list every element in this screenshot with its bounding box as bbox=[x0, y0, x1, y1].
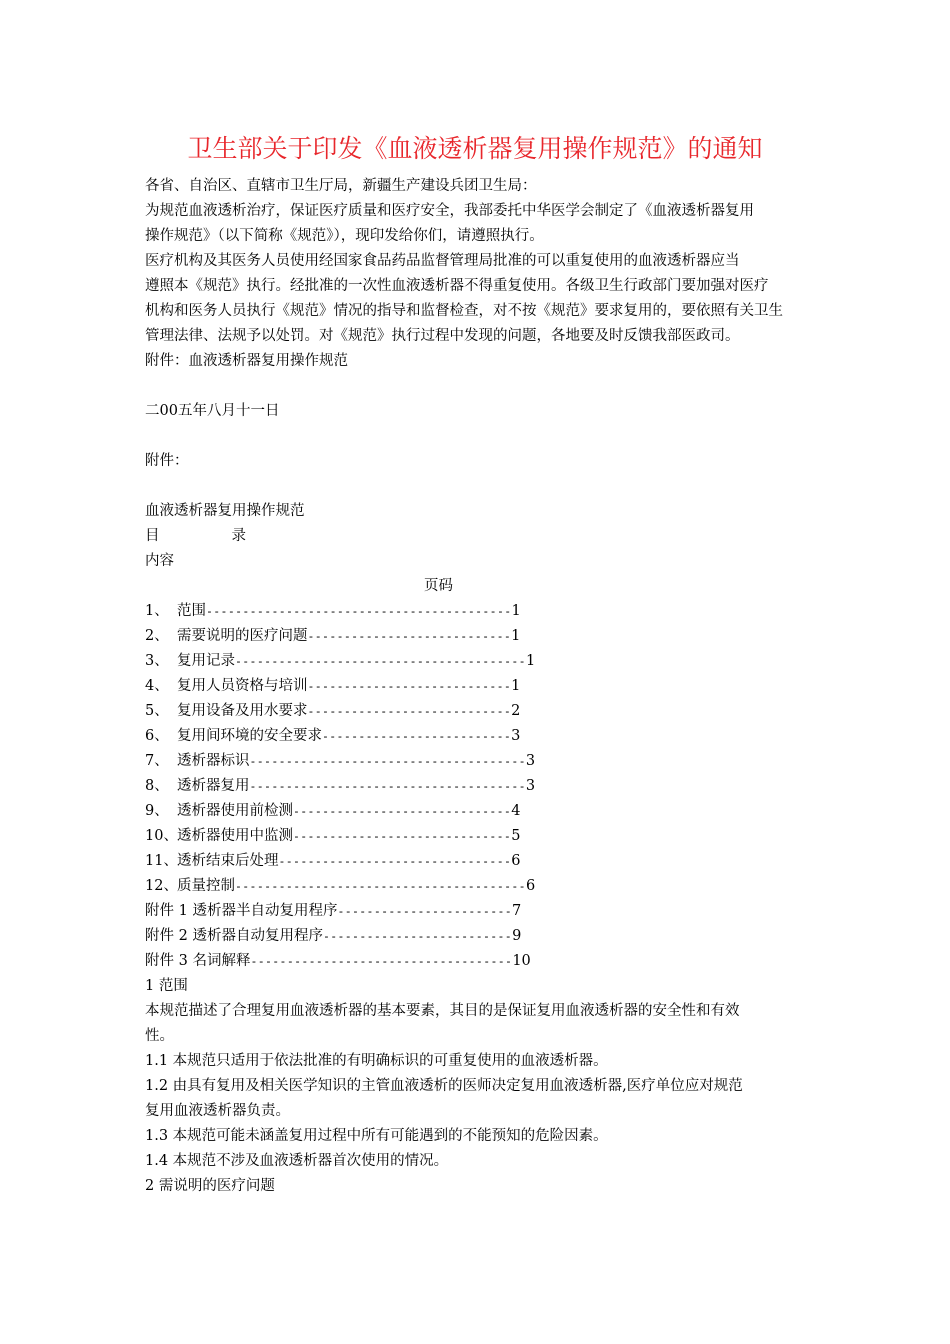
toc-item-page: 7 bbox=[512, 903, 522, 919]
clause-item: 复用血液透析器负责。 bbox=[145, 1103, 290, 1119]
toc-item-page: 5 bbox=[511, 828, 521, 844]
toc-item bbox=[145, 701, 520, 721]
toc-item bbox=[145, 651, 535, 671]
toc-item-label: 透析结束后处理 bbox=[177, 853, 279, 869]
toc-heading-right: 录 bbox=[231, 528, 246, 544]
toc-item-number: 5、 bbox=[145, 703, 169, 719]
toc-item-label: 附件 2 透析器自动复用程序 bbox=[145, 928, 323, 944]
attachment-line: 附件：血液透析器复用操作规范 bbox=[145, 353, 348, 369]
toc-item-label: 复用设备及用水要求 bbox=[177, 703, 308, 719]
toc-item-page: 2 bbox=[511, 703, 521, 719]
toc-item bbox=[145, 826, 520, 846]
toc-item bbox=[145, 901, 521, 921]
toc-item bbox=[145, 751, 535, 771]
toc-item-page: 3 bbox=[525, 753, 536, 769]
toc-item-label: 透析器使用中监测 bbox=[177, 828, 293, 844]
toc-item-label: 附件 1 透析器半自动复用程序 bbox=[145, 903, 338, 919]
toc-item-label: 需要说明的医疗问题 bbox=[177, 628, 308, 644]
toc-item bbox=[145, 626, 520, 646]
toc-heading bbox=[145, 526, 246, 546]
toc-item-number: 3、 bbox=[145, 653, 169, 669]
toc-item-page: 1 bbox=[525, 653, 536, 669]
toc-item-leader: ---------------------------- bbox=[307, 629, 512, 643]
toc-item-page: 3 bbox=[525, 778, 536, 794]
paragraph-line: 操作规范》（以下简称《规范》），现印发给你们，请遵照执行。 bbox=[145, 228, 544, 244]
toc-item bbox=[145, 876, 535, 896]
toc-item-leader: ---------------------------- bbox=[307, 704, 512, 718]
toc-item bbox=[145, 676, 520, 696]
toc-item-number: 4、 bbox=[145, 678, 169, 694]
toc-item-leader: -------------------------------- bbox=[278, 854, 512, 868]
toc-item-number: 1、 bbox=[145, 603, 169, 619]
paragraph-line: 为规范血液透析治疗，保证医疗质量和医疗安全，我部委托中华医学会制定了《血液透析器复用 bbox=[145, 203, 754, 219]
paragraph-line: 机构和医务人员执行《规范》情况的指导和监督检查，对不按《规范》要求复用的，要依照有关卫生 bbox=[145, 303, 783, 319]
toc-item bbox=[145, 601, 521, 621]
paragraph-line: 医疗机构及其医务人员使用经国家食品药品监督管理局批准的可以重复使用的血液透析器应当 bbox=[145, 253, 740, 269]
document-title: 卫生部关于印发《血液透析器复用操作规范》的通知 bbox=[187, 134, 763, 163]
clause-item: 1.1 本规范只适用于依法批准的有明确标识的可重复使用的血液透析器。 bbox=[145, 1053, 608, 1069]
clause-item: 1.2 由具有复用及相关医学知识的主管血液透析的医师决定复用血液透析器,医疗单位应对规范 bbox=[145, 1078, 743, 1094]
section-heading: 1 范围 bbox=[145, 978, 188, 994]
toc-item-leader: ------------------------------------------ bbox=[206, 604, 512, 618]
toc-item-label: 透析器使用前检测 bbox=[177, 803, 293, 819]
toc-item-number: 11、 bbox=[145, 853, 178, 869]
toc-item-leader: ---------------------------------------- bbox=[235, 654, 526, 668]
toc-item-label: 附件 3 名词解释 bbox=[145, 953, 251, 969]
toc-item-page: 10 bbox=[512, 953, 531, 969]
paragraph-line: 性。 bbox=[145, 1028, 174, 1044]
toc-item-number: 2、 bbox=[145, 628, 169, 644]
toc-item-page: 4 bbox=[511, 803, 521, 819]
toc-item-leader: ---------------------------------------- bbox=[235, 879, 526, 893]
toc-item-number: 9、 bbox=[145, 803, 169, 819]
toc-item bbox=[145, 951, 531, 971]
toc-item-leader: -------------------------------------- bbox=[249, 779, 526, 793]
toc-item bbox=[145, 776, 535, 796]
toc-item-number: 8、 bbox=[145, 778, 169, 794]
toc-item-label: 复用记录 bbox=[177, 653, 235, 669]
toc-item-number: 7、 bbox=[145, 753, 169, 769]
toc-item-label: 透析器复用 bbox=[177, 778, 250, 794]
toc-item-label: 复用间环境的安全要求 bbox=[177, 728, 322, 744]
spec-title: 血液透析器复用操作规范 bbox=[145, 503, 305, 519]
clause-item: 1.3 本规范可能未涵盖复用过程中所有可能遇到的不能预知的危险因素。 bbox=[145, 1128, 608, 1144]
toc-item-number: 12、 bbox=[145, 878, 178, 894]
salutation: 各省、自治区、直辖市卫生厅局，新疆生产建设兵团卫生局： bbox=[145, 178, 537, 194]
toc-item-label: 质量控制 bbox=[177, 878, 235, 894]
toc-item-label: 透析器标识 bbox=[177, 753, 250, 769]
toc-column-content: 内容 bbox=[145, 553, 174, 569]
toc-item bbox=[145, 801, 520, 821]
toc-item bbox=[145, 926, 521, 946]
toc-item-page: 9 bbox=[512, 928, 522, 944]
toc-item-leader: ------------------------ bbox=[337, 904, 513, 918]
toc-item-leader: -------------------------- bbox=[322, 929, 513, 943]
toc-item-label: 复用人员资格与培训 bbox=[177, 678, 308, 694]
toc-item-leader: ------------------------------------ bbox=[250, 954, 513, 968]
toc-item-number: 10、 bbox=[145, 828, 178, 844]
toc-item-page: 6 bbox=[525, 878, 536, 894]
toc-item-page: 6 bbox=[511, 853, 521, 869]
toc-item bbox=[145, 726, 520, 746]
toc-item bbox=[145, 851, 521, 871]
toc-item-label: 范围 bbox=[177, 603, 206, 619]
toc-item-number: 6、 bbox=[145, 728, 169, 744]
toc-column-page: 页码 bbox=[424, 578, 453, 594]
paragraph-line: 遵照本《规范》执行。经批准的一次性血液透析器不得重复使用。各级卫生行政部门要加强对医疗 bbox=[145, 278, 769, 294]
toc-item-page: 1 bbox=[511, 628, 521, 644]
clause-item: 1.4 本规范不涉及血液透析器首次使用的情况。 bbox=[145, 1153, 449, 1169]
paragraph-line: 本规范描述了合理复用血液透析器的基本要素，其目的是保证复用血液透析器的安全性和有效 bbox=[145, 1003, 740, 1019]
toc-item-leader: ---------------------------- bbox=[307, 679, 512, 693]
toc-item-leader: ------------------------------ bbox=[293, 804, 512, 818]
issue-date: 二00五年八月十一日 bbox=[145, 403, 280, 419]
toc-item-leader: ------------------------------ bbox=[293, 829, 512, 843]
toc-heading-left: 目 bbox=[145, 528, 160, 544]
section-heading: 2 需说明的医疗问题 bbox=[145, 1178, 275, 1194]
toc-item-page: 1 bbox=[511, 678, 521, 694]
attachment-heading: 附件： bbox=[145, 453, 189, 469]
paragraph-line: 管理法律、法规予以处罚。对《规范》执行过程中发现的问题，各地要及时反馈我部医政司。 bbox=[145, 328, 740, 344]
toc-item-page: 3 bbox=[511, 728, 521, 744]
toc-item-leader: -------------------------------------- bbox=[249, 754, 526, 768]
toc-item-leader: -------------------------- bbox=[322, 729, 512, 743]
toc-item-page: 1 bbox=[511, 603, 521, 619]
